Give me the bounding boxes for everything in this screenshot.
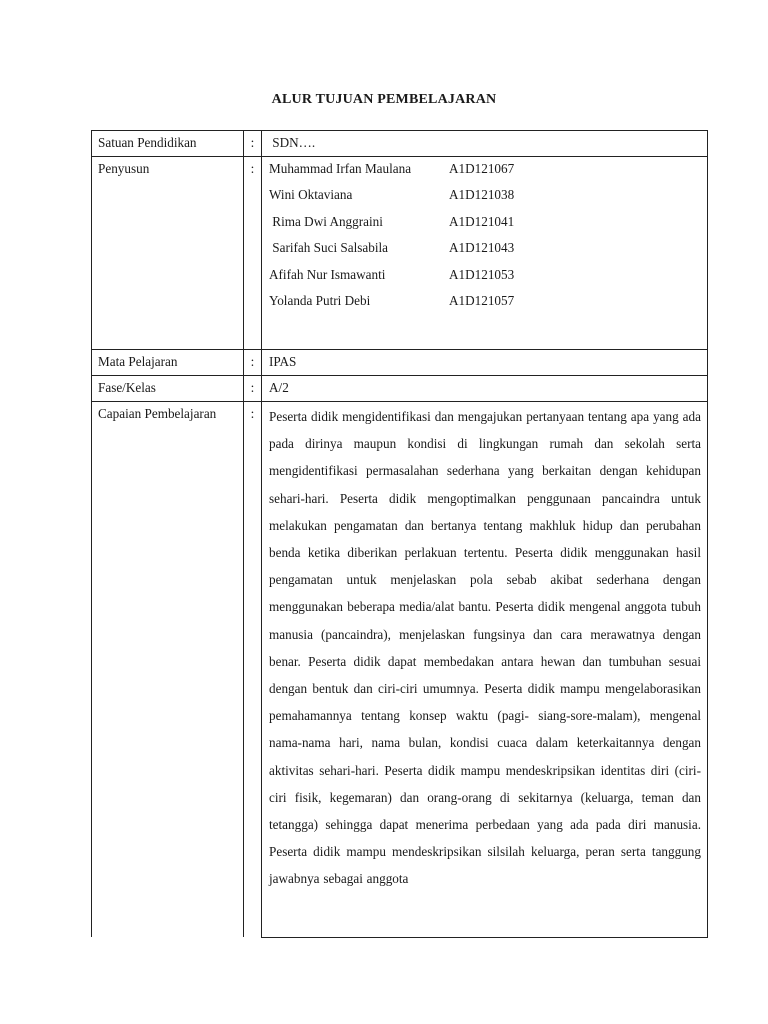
author-row [269, 239, 701, 266]
value-mata-pelajaran: IPAS [262, 349, 708, 375]
author-nim: A1D121067 [449, 161, 515, 176]
row-penyusun [92, 157, 708, 350]
author-row [269, 292, 701, 319]
author-nim: A1D121053 [449, 266, 515, 282]
author-nim: A1D121038 [449, 187, 515, 202]
row-satuan-pendidikan [92, 131, 708, 157]
page-title: ALUR TUJUAN PEMBELAJARAN [271, 92, 497, 107]
label-capaian-pembelajaran: Capaian Pembelajaran [92, 401, 244, 937]
colon: : [244, 131, 262, 157]
row-capaian-pembelajaran [92, 401, 708, 937]
value-capaian-pembelajaran [262, 401, 708, 937]
author-name: Wini Oktaviana [269, 187, 353, 202]
author-name: Rima Dwi Anggraini [269, 213, 383, 229]
author-nim: A1D121041 [449, 213, 515, 229]
value-satuan-pendidikan: SDN…. [262, 131, 708, 157]
author-name: Muhammad Irfan Maulana [269, 161, 412, 176]
colon: : [244, 349, 262, 375]
value-fase-kelas: A/2 [262, 375, 708, 401]
label-mata-pelajaran: Mata Pelajaran [92, 349, 244, 375]
author-row [269, 266, 701, 293]
author-row [269, 160, 701, 186]
author-name: Sarifah Suci Salsabila [269, 240, 389, 256]
colon: : [244, 375, 262, 401]
document-table [91, 130, 708, 938]
colon: : [244, 401, 262, 937]
value-penyusun [262, 157, 708, 350]
capaian-text: Peserta didik mengidentifikasi dan mengajukan pertanyaan tentang apa yang ada pada dirinya maupun kondisi di lingkungan rumah dan sekolah serta mengidentifikasi permasalahan sederhana yang berkaitan dengan kehidupan sehari-hari. Peserta didik mengoptimalkan penggunaan pancaindra untuk melakukan pengamatan dan bertanya tentang makhluk hidup dan perubahan benda ketika diberikan perlakuan tertentu. Peserta didik menggunakan hasil pengamatan untuk menjelaskan pola sebab akibat sederhana dengan menggunakan beberapa media/alat bantu. Peserta didik mengenal anggota tubuh manusia (pancaindra), menjelaskan fungsinya dan cara merawatnya dengan benar. Peserta didik dapat membedakan antara hewan dan tumbuhan sesuai dengan bentuk dan ciri-ciri umumnya. Peserta didik mampu mengelaborasikan pemahamannya tentang konsep waktu (pagi- siang-sore-malam), mengenal nama-nama hari, nama bulan, kondisi cuaca dalam keterkaitannya dengan aktivitas sehari-hari. Peserta didik mampu mendeskripsikan identitas diri (ciri-ciri fisik, kegemaran) dan orang-orang di sekitarnya (keluarga, teman dan tetangga) sehingga dapat menerima perbedaan yang ada pada diri manusia. Peserta didik mampu mendeskripsikan silsilah keluarga, peran serta tanggung jawabnya sebagai anggota [269, 408, 701, 887]
label-satuan-pendidikan: Satuan Pendidikan [92, 131, 244, 157]
row-fase-kelas [92, 375, 708, 401]
author-row [269, 186, 701, 213]
colon: : [244, 157, 262, 350]
label-penyusun: Penyusun [92, 157, 244, 350]
author-name: Yolanda Putri Debi [269, 293, 371, 309]
author-nim: A1D121057 [449, 293, 515, 309]
author-name: Afifah Nur Ismawanti [269, 266, 386, 282]
label-fase-kelas: Fase/Kelas [92, 375, 244, 401]
author-nim: A1D121043 [449, 240, 515, 256]
row-mata-pelajaran [92, 349, 708, 375]
author-row [269, 213, 701, 240]
